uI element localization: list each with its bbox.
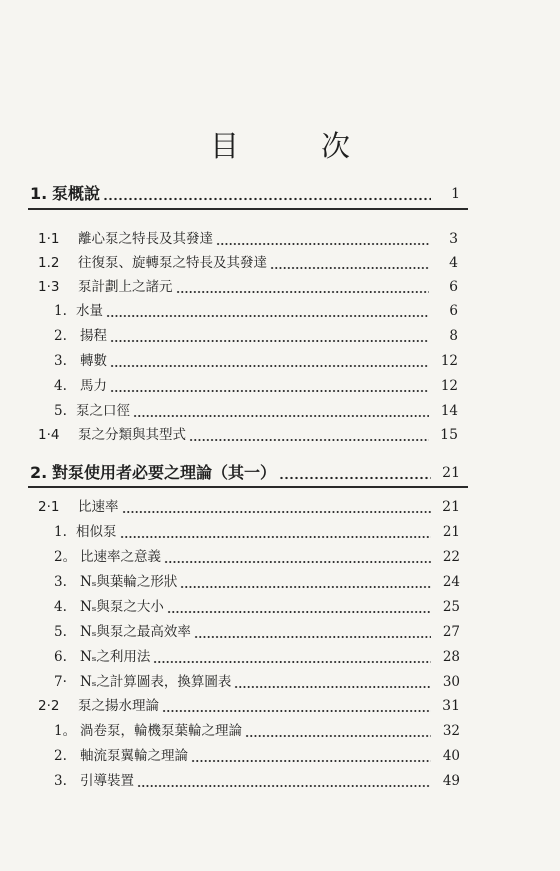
toc-label: 泵之揚水理論 bbox=[78, 698, 159, 714]
toc-page-number: 1 bbox=[451, 186, 460, 202]
toc-page-number: 12 bbox=[440, 378, 458, 394]
toc-number: 4. bbox=[54, 599, 67, 615]
dot-leader bbox=[120, 523, 432, 541]
toc-label: Nₛ之利用法 bbox=[80, 649, 151, 665]
toc-label: 離心泵之特長及其發達 bbox=[78, 231, 213, 247]
dot-leader bbox=[122, 498, 432, 516]
toc-page-number: 21 bbox=[442, 524, 460, 540]
dot-leader bbox=[234, 673, 431, 691]
toc-label: 比速率 bbox=[78, 499, 119, 515]
toc-page-number: 49 bbox=[442, 773, 460, 789]
toc-page-number: 24 bbox=[442, 574, 460, 590]
toc-number: 2. bbox=[30, 463, 48, 482]
toc-number: 1·1 bbox=[38, 231, 60, 247]
dot-leader bbox=[106, 302, 429, 320]
toc-number: 3. bbox=[54, 353, 67, 369]
dot-leader bbox=[110, 377, 429, 395]
toc-item-2-1-2[interactable] bbox=[0, 544, 560, 566]
toc-label: 引導裝置 bbox=[80, 773, 134, 789]
dot-leader bbox=[191, 747, 431, 765]
toc-item-1-3-2[interactable] bbox=[0, 323, 560, 345]
toc-page-number: 6 bbox=[449, 279, 458, 295]
toc-item-1-3-5[interactable] bbox=[0, 398, 560, 420]
dot-leader bbox=[164, 548, 431, 566]
toc-section-1-1[interactable] bbox=[0, 226, 560, 248]
toc-page-number: 25 bbox=[442, 599, 460, 615]
toc-item-2-1-1[interactable] bbox=[0, 519, 560, 541]
toc-item-2-2-2[interactable] bbox=[0, 743, 560, 765]
toc-section-2-2[interactable] bbox=[0, 693, 560, 715]
toc-label: Nₛ之計算圖表，換算圖表 bbox=[80, 674, 232, 690]
toc-section-2-1[interactable] bbox=[0, 494, 560, 516]
toc-number: 3. bbox=[54, 574, 67, 590]
toc-number: 6. bbox=[54, 649, 67, 665]
dot-leader bbox=[279, 464, 431, 482]
toc-page-number: 32 bbox=[442, 723, 460, 739]
toc-label: 轉數 bbox=[80, 353, 107, 369]
chapter-underline bbox=[28, 486, 468, 488]
toc-label: 泵概說 bbox=[52, 184, 101, 203]
toc-number: 2·1 bbox=[38, 499, 60, 515]
toc-number: 2. bbox=[54, 748, 67, 764]
toc-section-1-2[interactable] bbox=[0, 250, 560, 272]
toc-number: 1·3 bbox=[38, 279, 60, 295]
dot-leader bbox=[194, 623, 431, 641]
toc-page-number: 4 bbox=[449, 255, 458, 271]
toc-page-number: 40 bbox=[442, 748, 460, 764]
toc-page-number: 3 bbox=[449, 231, 458, 247]
toc-page-number: 27 bbox=[442, 624, 460, 640]
dot-leader bbox=[153, 648, 431, 666]
toc-page-number: 8 bbox=[449, 328, 458, 344]
toc-page-number: 21 bbox=[442, 465, 460, 481]
toc-page-number: 22 bbox=[442, 549, 460, 565]
toc-number: 5. bbox=[54, 403, 67, 419]
toc-number: 2. bbox=[54, 328, 67, 344]
toc-number: 1. bbox=[54, 524, 67, 540]
toc-item-1-3-3[interactable] bbox=[0, 348, 560, 370]
toc-label: Nₛ與泵之最高效率 bbox=[80, 624, 191, 640]
toc-number: 2·2 bbox=[38, 698, 60, 714]
toc-page-number: 6 bbox=[449, 303, 458, 319]
dot-leader bbox=[133, 402, 429, 420]
dot-leader bbox=[137, 772, 431, 790]
toc-number: 1. bbox=[30, 184, 48, 203]
dot-leader bbox=[270, 254, 429, 272]
toc-number: 1。 bbox=[54, 723, 77, 739]
toc-page-number: 31 bbox=[442, 698, 460, 714]
toc-number: 5. bbox=[54, 624, 67, 640]
toc-item-2-2-1[interactable] bbox=[0, 718, 560, 740]
toc-chapter-2[interactable] bbox=[0, 460, 560, 482]
toc-number: 1·4 bbox=[38, 427, 60, 443]
toc-number: 1. bbox=[54, 303, 67, 319]
toc-item-2-1-6[interactable] bbox=[0, 644, 560, 666]
toc-page-number: 30 bbox=[442, 674, 460, 690]
toc-number: 7· bbox=[54, 674, 67, 690]
toc-number: 1.2 bbox=[38, 255, 60, 271]
toc-number: 4. bbox=[54, 378, 67, 394]
toc-page-number: 28 bbox=[442, 649, 460, 665]
toc-page-number: 12 bbox=[440, 353, 458, 369]
toc-item-2-2-3[interactable] bbox=[0, 768, 560, 790]
toc-item-2-1-7[interactable] bbox=[0, 669, 560, 691]
toc-label: 軸流泵翼輪之理論 bbox=[80, 748, 188, 764]
toc-item-2-1-5[interactable] bbox=[0, 619, 560, 641]
toc-number: 3. bbox=[54, 773, 67, 789]
toc-label: 揚程 bbox=[80, 328, 107, 344]
toc-label: 泵之口徑 bbox=[76, 403, 130, 419]
toc-label: Nₛ與葉輪之形狀 bbox=[80, 574, 178, 590]
toc-label: 對泵使用者必要之理論（其一） bbox=[52, 463, 277, 482]
toc-section-1-3[interactable] bbox=[0, 274, 560, 296]
toc-page-number: 21 bbox=[442, 499, 460, 515]
toc-chapter-1[interactable] bbox=[0, 181, 560, 203]
toc-label: 往復泵、旋轉泵之特長及其發達 bbox=[78, 255, 267, 271]
dot-leader bbox=[167, 598, 431, 616]
toc-item-2-1-3[interactable] bbox=[0, 569, 560, 591]
toc-section-1-4[interactable] bbox=[0, 422, 560, 444]
dot-leader bbox=[245, 722, 431, 740]
dot-leader bbox=[180, 573, 431, 591]
toc-label: 泵之分類與其型式 bbox=[78, 427, 186, 443]
title-char-1: 目 bbox=[209, 129, 239, 163]
dot-leader bbox=[189, 426, 429, 444]
dot-leader bbox=[216, 230, 429, 248]
toc-item-1-3-4[interactable] bbox=[0, 373, 560, 395]
toc-label: 相似泵 bbox=[76, 524, 117, 540]
toc-label: 水量 bbox=[76, 303, 103, 319]
dot-leader bbox=[162, 697, 431, 715]
page-title bbox=[0, 124, 560, 165]
dot-leader bbox=[110, 352, 429, 370]
toc-page-number: 14 bbox=[440, 403, 458, 419]
dot-leader bbox=[110, 327, 429, 345]
toc-page-number: 15 bbox=[440, 427, 458, 443]
toc-label: Nₛ與泵之大小 bbox=[80, 599, 164, 615]
toc-label: 渦卷泵，輪機泵葉輪之理論 bbox=[80, 723, 242, 739]
toc-item-2-1-4[interactable] bbox=[0, 594, 560, 616]
dot-leader bbox=[176, 278, 430, 296]
toc-number: 2。 bbox=[54, 549, 77, 565]
toc-label: 馬力 bbox=[80, 378, 107, 394]
chapter-underline bbox=[28, 208, 468, 210]
toc-item-1-3-1[interactable] bbox=[0, 298, 560, 320]
toc-label: 比速率之意義 bbox=[80, 549, 161, 565]
dot-leader bbox=[103, 185, 431, 203]
toc-label: 泵計劃上之諸元 bbox=[78, 279, 173, 295]
title-char-2: 次 bbox=[321, 129, 351, 163]
